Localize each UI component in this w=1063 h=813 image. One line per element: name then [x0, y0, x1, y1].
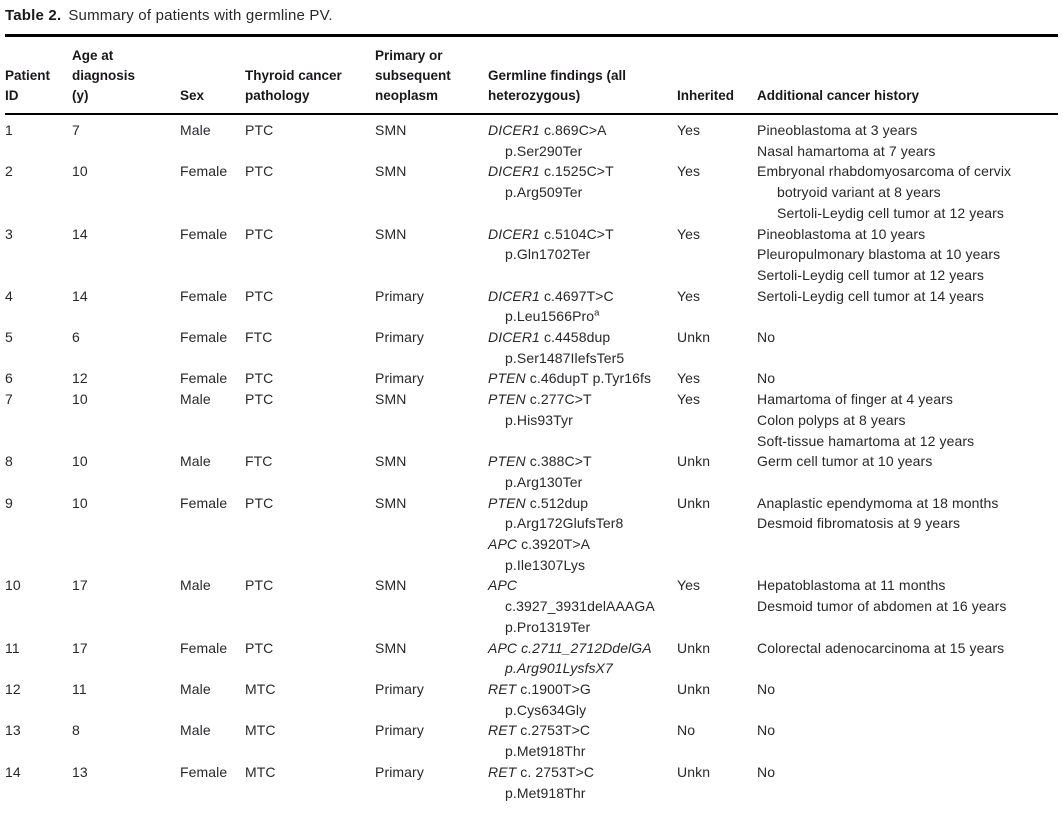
table-label: Table 2. — [5, 7, 62, 24]
gene-name: DICER1 — [488, 329, 540, 346]
history-cell — [757, 389, 1058, 451]
germline-cell — [488, 575, 677, 637]
inherited-cell: Unkn — [677, 680, 711, 697]
gene-name: APC — [488, 536, 518, 553]
col-header-neoplasm: Primary or subsequent neoplasm — [375, 36, 488, 115]
sex-cell: Male — [180, 453, 211, 470]
variant-text: p.Ile1307Lys — [505, 556, 586, 573]
neoplasm-cell: SMN — [375, 494, 407, 511]
history-line: Anaplastic ependymoma at 18 months — [757, 494, 999, 511]
germline-line — [488, 368, 673, 389]
patient-id-cell: 6 — [5, 370, 13, 387]
sex-cell: Female — [180, 225, 228, 242]
germline-cell — [488, 638, 677, 679]
germline-line — [488, 720, 673, 741]
neoplasm-cell: Primary — [375, 763, 424, 780]
germline-line — [488, 679, 673, 700]
gene-name: DICER1 — [488, 122, 540, 138]
col-header-history: Additional cancer history — [757, 36, 1058, 115]
neoplasm-cell: SMN — [375, 391, 407, 408]
header-row — [5, 36, 1058, 115]
age-cell: 12 — [72, 370, 88, 387]
variant-text: c.5104C>T — [539, 225, 614, 242]
variant-text: p.Ser1487IlefsTer5 — [505, 349, 625, 366]
inherited-cell: No — [677, 722, 696, 739]
gene-name: p.Arg901LysfsX7 — [505, 660, 613, 677]
variant-text: c.4458dup — [539, 329, 611, 346]
age-cell: 14 — [72, 225, 88, 242]
neoplasm-cell: SMN — [375, 225, 407, 242]
sex-cell: Female — [180, 639, 228, 656]
history-line: Germ cell tumor at 10 years — [757, 453, 933, 470]
sex-cell: Female — [180, 370, 228, 387]
patient-id-cell: 8 — [5, 453, 13, 470]
table-caption: Summary of patients with germline PV. — [68, 7, 333, 24]
gene-name: PTEN — [488, 453, 526, 470]
variant-text: p.Met918Thr — [505, 743, 586, 760]
patient-row-5 — [5, 327, 1058, 368]
germline-line — [488, 762, 673, 783]
germline-line — [488, 389, 673, 410]
history-line: No — [757, 329, 776, 346]
patient-row-13 — [5, 720, 1058, 761]
col-header-pathology: Thyroid cancer pathology — [245, 36, 375, 115]
history-cell — [757, 638, 1058, 679]
variant-text: p.Arg509Ter — [505, 184, 583, 201]
history-line: Sertoli-Leydig cell tumor at 12 years — [777, 204, 1005, 221]
germline-line — [488, 700, 673, 721]
variant-text: p.Arg172GlufsTer8 — [505, 515, 624, 532]
pathology-cell: PTC — [245, 577, 274, 594]
germline-cell — [488, 224, 677, 286]
inherited-cell: Unkn — [677, 453, 711, 470]
germline-cell — [488, 327, 677, 368]
patient-row-4 — [5, 286, 1058, 327]
germline-cell — [488, 720, 677, 761]
patient-id-cell: 1 — [5, 122, 13, 138]
germline-cell — [488, 679, 677, 720]
pathology-cell: PTC — [245, 287, 274, 304]
age-cell: 13 — [72, 763, 88, 780]
pathology-cell: FTC — [245, 329, 273, 346]
germline-line — [488, 182, 673, 203]
patient-row-2 — [5, 161, 1058, 223]
germline-line — [488, 555, 673, 576]
age-cell: 8 — [72, 722, 80, 739]
sex-cell: Female — [180, 763, 228, 780]
variant-text: p.Met918Thr — [505, 784, 586, 801]
patient-id-cell: 4 — [5, 287, 13, 304]
germline-line — [488, 658, 673, 679]
gene-name: RET — [488, 763, 517, 780]
patients-table — [5, 34, 1058, 803]
history-line: Sertoli-Leydig cell tumor at 14 years — [757, 287, 985, 304]
variant-text: p.His93Tyr — [505, 411, 573, 428]
age-cell: 14 — [72, 287, 88, 304]
variant-text: c.1525C>T — [539, 163, 614, 180]
history-cell — [757, 286, 1058, 327]
germline-line — [488, 410, 673, 431]
patient-id-cell: 12 — [5, 680, 21, 697]
variant-text: c.46dupT p.Tyr16fs — [525, 370, 652, 387]
history-line: Sertoli-Leydig cell tumor at 12 years — [757, 266, 985, 283]
col-header-inherited: Inherited — [677, 36, 757, 115]
germline-line — [488, 141, 673, 162]
history-cell — [757, 161, 1058, 223]
sex-cell: Male — [180, 722, 211, 739]
patient-row-6 — [5, 368, 1058, 389]
history-line: Pineoblastoma at 10 years — [757, 225, 926, 242]
gene-name: DICER1 — [488, 287, 540, 304]
gene-name: PTEN — [488, 370, 526, 387]
germline-line — [488, 244, 673, 265]
col-header-germline: Germline findings (all heterozygous) — [488, 36, 677, 115]
history-cell — [757, 762, 1058, 803]
neoplasm-cell: SMN — [375, 577, 407, 594]
germline-cell — [488, 368, 677, 389]
germline-cell — [488, 161, 677, 223]
history-line: Soft-tissue hamartoma at 12 years — [757, 432, 975, 449]
neoplasm-cell: SMN — [375, 453, 407, 470]
neoplasm-cell: Primary — [375, 329, 424, 346]
inherited-cell: Unkn — [677, 494, 711, 511]
patient-row-1 — [5, 114, 1058, 161]
gene-name: PTEN — [488, 494, 526, 511]
history-cell — [757, 679, 1058, 720]
history-cell — [757, 114, 1058, 161]
history-cell — [757, 224, 1058, 286]
patient-row-9 — [5, 493, 1058, 576]
history-cell — [757, 720, 1058, 761]
germline-line — [488, 224, 673, 245]
germline-line — [488, 493, 673, 514]
inherited-cell: Yes — [677, 577, 701, 594]
history-line: Colorectal adenocarcinoma at 15 years — [757, 639, 1005, 656]
sex-cell: Female — [180, 287, 228, 304]
inherited-cell: Unkn — [677, 763, 711, 780]
variant-text: c.3920T>A — [517, 536, 591, 553]
variant-text: c.512dup — [525, 494, 589, 511]
germline-line — [488, 451, 673, 472]
gene-name: RET — [488, 722, 517, 739]
germline-cell — [488, 114, 677, 161]
patient-row-11 — [5, 638, 1058, 679]
patient-id-cell: 9 — [5, 494, 13, 511]
history-line: No — [757, 722, 776, 739]
inherited-cell: Unkn — [677, 639, 711, 656]
neoplasm-cell: Primary — [375, 722, 424, 739]
history-line: Hepatoblastoma at 11 months — [757, 577, 946, 594]
history-cell — [757, 327, 1058, 368]
inherited-cell: Yes — [677, 391, 701, 408]
history-cell — [757, 451, 1058, 492]
history-line: No — [757, 763, 776, 780]
variant-text: c.1900T>G — [516, 680, 591, 697]
patient-row-14 — [5, 762, 1058, 803]
variant-text: c.388C>T — [525, 453, 592, 470]
history-line: Nasal hamartoma at 7 years — [757, 142, 936, 159]
inherited-cell: Yes — [677, 225, 701, 242]
pathology-cell: PTC — [245, 122, 274, 138]
col-header-age: Age at diagnosis (y) — [72, 36, 180, 115]
patient-id-cell: 5 — [5, 329, 13, 346]
germline-line — [488, 120, 673, 141]
patient-id-cell: 3 — [5, 225, 13, 242]
footnote-marker: a — [594, 307, 600, 319]
germline-line — [488, 783, 673, 804]
history-line: Embryonal rhabdomyosarcoma of cervix — [757, 163, 1012, 180]
pathology-cell: PTC — [245, 163, 274, 180]
pathology-cell: PTC — [245, 639, 274, 656]
sex-cell: Male — [180, 577, 211, 594]
germline-line — [488, 306, 673, 327]
age-cell: 10 — [72, 163, 88, 180]
germline-cell — [488, 451, 677, 492]
pathology-cell: PTC — [245, 225, 274, 242]
germline-line — [488, 161, 673, 182]
neoplasm-cell: SMN — [375, 163, 407, 180]
col-header-sex: Sex — [180, 36, 245, 115]
pathology-cell: MTC — [245, 722, 276, 739]
gene-name: APC c.2711_2712DdelGA — [488, 639, 652, 656]
variant-text: c.2753T>C — [516, 722, 591, 739]
germline-line — [488, 513, 673, 534]
neoplasm-cell: Primary — [375, 287, 424, 304]
variant-text: p.Leu1566Pro — [505, 308, 595, 325]
germline-line — [488, 596, 673, 617]
age-cell: 10 — [72, 391, 88, 408]
gene-name: DICER1 — [488, 163, 540, 180]
variant-text: c.3927_3931delAAAGA — [505, 598, 655, 615]
col-header-patient-id: Patient ID — [5, 36, 72, 115]
germline-line — [488, 638, 673, 659]
patient-id-cell: 10 — [5, 577, 21, 594]
variant-text: p.Gln1702Ter — [505, 246, 591, 263]
sex-cell: Female — [180, 163, 228, 180]
gene-name: APC — [488, 577, 518, 594]
history-line: Pineoblastoma at 3 years — [757, 122, 918, 138]
patient-id-cell: 7 — [5, 391, 13, 408]
gene-name: RET — [488, 680, 517, 697]
patient-row-12 — [5, 679, 1058, 720]
sex-cell: Male — [180, 122, 211, 138]
history-cell — [757, 493, 1058, 576]
history-line: No — [757, 370, 776, 387]
variant-text: p.Arg130Ter — [505, 473, 583, 490]
sex-cell: Male — [180, 680, 211, 697]
sex-cell: Female — [180, 494, 228, 511]
age-cell: 17 — [72, 639, 88, 656]
history-cell — [757, 575, 1058, 637]
variant-text: p.Ser290Ter — [505, 142, 583, 159]
variant-text: p.Pro1319Ter — [505, 618, 591, 635]
pathology-cell: MTC — [245, 763, 276, 780]
history-line: No — [757, 680, 776, 697]
patient-row-10 — [5, 575, 1058, 637]
table-title — [5, 0, 1058, 34]
variant-text: p.Cys634Gly — [505, 701, 587, 718]
germline-cell — [488, 389, 677, 451]
germline-line — [488, 575, 673, 596]
age-cell: 17 — [72, 577, 88, 594]
patient-row-8 — [5, 451, 1058, 492]
age-cell: 10 — [72, 494, 88, 511]
gene-name: DICER1 — [488, 225, 540, 242]
inherited-cell: Unkn — [677, 329, 711, 346]
patient-row-7 — [5, 389, 1058, 451]
patient-id-cell: 14 — [5, 763, 21, 780]
inherited-cell: Yes — [677, 370, 701, 387]
pathology-cell: FTC — [245, 453, 273, 470]
germline-line — [488, 286, 673, 307]
table-body — [5, 114, 1058, 803]
pathology-cell: PTC — [245, 494, 274, 511]
history-line: Pleuropulmonary blastoma at 10 years — [757, 246, 1001, 263]
germline-line — [488, 327, 673, 348]
patient-id-cell: 11 — [5, 639, 20, 656]
neoplasm-cell: SMN — [375, 122, 407, 138]
pathology-cell: PTC — [245, 370, 274, 387]
variant-text: c. 2753T>C — [516, 763, 595, 780]
gene-name: PTEN — [488, 391, 526, 408]
history-line: Desmoid tumor of abdomen at 16 years — [757, 598, 1007, 615]
germline-cell — [488, 762, 677, 803]
pathology-cell: PTC — [245, 391, 274, 408]
age-cell: 11 — [72, 680, 87, 697]
table-figure — [5, 0, 1058, 803]
sex-cell: Male — [180, 391, 211, 408]
germline-line — [488, 534, 673, 555]
inherited-cell: Yes — [677, 287, 701, 304]
neoplasm-cell: SMN — [375, 639, 407, 656]
age-cell: 10 — [72, 453, 88, 470]
variant-text: c.869C>A — [539, 122, 607, 138]
germline-line — [488, 741, 673, 762]
history-line: Hamartoma of finger at 4 years — [757, 391, 953, 408]
germline-line — [488, 348, 673, 369]
history-line: Desmoid fibromatosis at 9 years — [757, 515, 961, 532]
pathology-cell: MTC — [245, 680, 276, 697]
inherited-cell: Yes — [677, 122, 701, 138]
inherited-cell: Yes — [677, 163, 701, 180]
history-cell — [757, 368, 1058, 389]
neoplasm-cell: Primary — [375, 680, 424, 697]
germline-line — [488, 472, 673, 493]
patient-id-cell: 13 — [5, 722, 21, 739]
history-line: botryoid variant at 8 years — [777, 184, 941, 201]
patient-row-3 — [5, 224, 1058, 286]
germline-line — [488, 617, 673, 638]
variant-text: c.277C>T — [525, 391, 592, 408]
age-cell: 6 — [72, 329, 80, 346]
patient-id-cell: 2 — [5, 163, 13, 180]
age-cell: 7 — [72, 122, 80, 138]
germline-cell — [488, 493, 677, 576]
history-line: Colon polyps at 8 years — [757, 411, 906, 428]
germline-cell — [488, 286, 677, 327]
variant-text: c.4697T>C — [539, 287, 614, 304]
neoplasm-cell: Primary — [375, 370, 424, 387]
sex-cell: Female — [180, 329, 228, 346]
